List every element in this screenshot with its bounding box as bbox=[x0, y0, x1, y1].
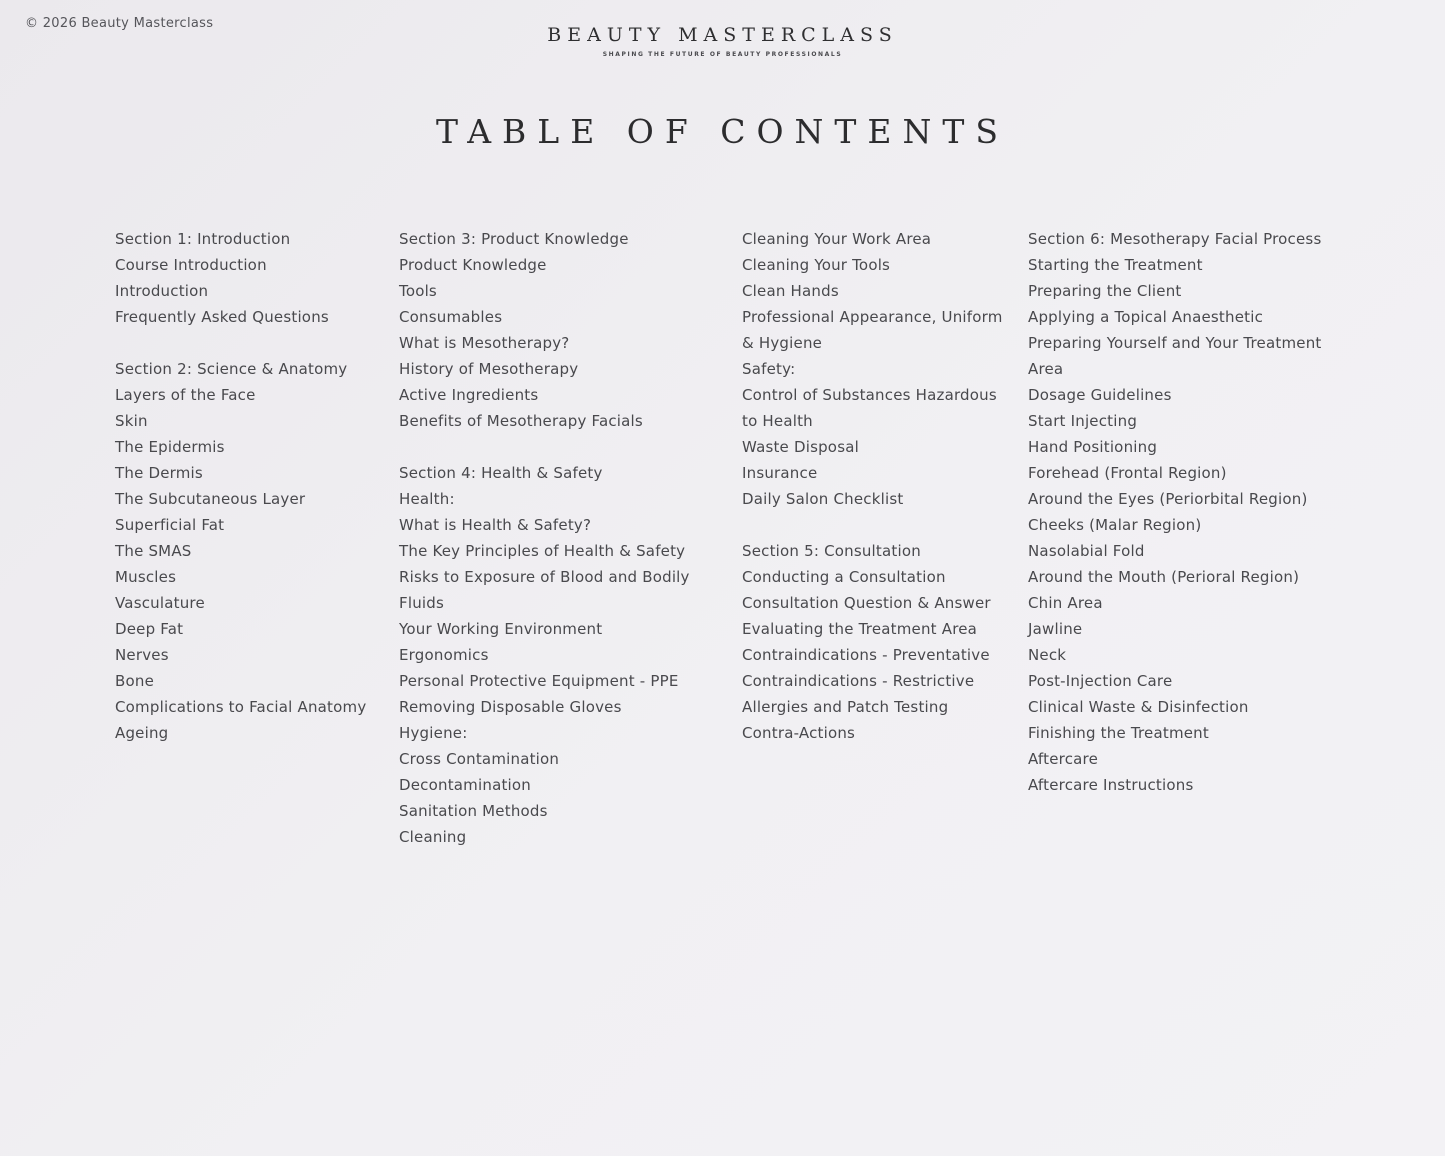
toc-entry: Muscles bbox=[115, 568, 177, 586]
toc-entry: Layers of the Face bbox=[115, 386, 256, 404]
toc-entry: The Dermis bbox=[115, 464, 203, 482]
toc-entry: Hand Positioning bbox=[1028, 438, 1158, 456]
toc-entry: Safety: bbox=[742, 360, 796, 378]
toc-entry: What is Mesotherapy? bbox=[399, 334, 570, 352]
toc-entry: Control of Substances Hazardous bbox=[742, 386, 997, 404]
toc-entry: Product Knowledge bbox=[399, 256, 547, 274]
page-title: TABLE OF CONTENTS bbox=[436, 112, 1009, 151]
toc-entry: Neck bbox=[1028, 646, 1067, 664]
toc-column-3 bbox=[742, 226, 1012, 746]
toc-section-heading: Section 5: Consultation bbox=[742, 542, 921, 560]
toc-entry: Removing Disposable Gloves bbox=[399, 698, 622, 716]
toc-entry: Consumables bbox=[399, 308, 503, 326]
toc-entry: Skin bbox=[115, 412, 148, 430]
toc-entry: Start Injecting bbox=[1028, 412, 1138, 430]
toc-entry: Insurance bbox=[742, 464, 818, 482]
toc-entry: The SMAS bbox=[115, 542, 192, 560]
toc-section-heading: Section 1: Introduction bbox=[115, 230, 291, 248]
toc-entry: Waste Disposal bbox=[742, 438, 859, 456]
toc-entry: Ageing bbox=[115, 724, 169, 742]
toc-entry: Deep Fat bbox=[115, 620, 184, 638]
toc-entry: & Hygiene bbox=[742, 334, 823, 352]
toc-entry: The Epidermis bbox=[115, 438, 225, 456]
toc-entry: Applying a Topical Anaesthetic bbox=[1028, 308, 1264, 326]
toc-entry: Tools bbox=[399, 282, 437, 300]
toc-column-4 bbox=[1028, 226, 1348, 798]
toc-entry: Allergies and Patch Testing bbox=[742, 698, 949, 716]
toc-entry: Contraindications - Restrictive bbox=[742, 672, 975, 690]
toc-entry: Sanitation Methods bbox=[399, 802, 548, 820]
toc-entry: Vasculature bbox=[115, 594, 205, 612]
toc-entry: Fluids bbox=[399, 594, 445, 612]
toc-entry: Course Introduction bbox=[115, 256, 267, 274]
toc-entry: Clinical Waste & Disinfection bbox=[1028, 698, 1249, 716]
toc-entry: Area bbox=[1028, 360, 1064, 378]
toc-entry: Active Ingredients bbox=[399, 386, 539, 404]
toc-entry: Ergonomics bbox=[399, 646, 489, 664]
toc-entry: Aftercare Instructions bbox=[1028, 776, 1194, 794]
toc-section-heading: Section 3: Product Knowledge bbox=[399, 230, 629, 248]
toc-entry: Risks to Exposure of Blood and Bodily bbox=[399, 568, 690, 586]
toc-entry: Evaluating the Treatment Area bbox=[742, 620, 978, 638]
brand-logo bbox=[0, 24, 1445, 58]
toc-entry: Contra-Actions bbox=[742, 724, 856, 742]
toc-entry: Hygiene: bbox=[399, 724, 468, 742]
toc-entry: Benefits of Mesotherapy Facials bbox=[399, 412, 643, 430]
toc-entry: Finishing the Treatment bbox=[1028, 724, 1209, 742]
toc-entry: Contraindications - Preventative bbox=[742, 646, 990, 664]
toc-entry: Frequently Asked Questions bbox=[115, 308, 329, 326]
toc-entry: Dosage Guidelines bbox=[1028, 386, 1172, 404]
toc-entry: Health: bbox=[399, 490, 455, 508]
toc-entry: Aftercare bbox=[1028, 750, 1098, 768]
toc-entry: Daily Salon Checklist bbox=[742, 490, 904, 508]
toc-entry: What is Health & Safety? bbox=[399, 516, 592, 534]
toc-entry: Cleaning Your Work Area bbox=[742, 230, 932, 248]
toc-entry: Clean Hands bbox=[742, 282, 839, 300]
toc-entry: Personal Protective Equipment - PPE bbox=[399, 672, 679, 690]
toc-entry: Bone bbox=[115, 672, 155, 690]
toc-section-heading: Section 6: Mesotherapy Facial Process bbox=[1028, 230, 1322, 248]
toc-entry: Cleaning bbox=[399, 828, 467, 846]
toc-entry: Cleaning Your Tools bbox=[742, 256, 891, 274]
toc-entry: History of Mesotherapy bbox=[399, 360, 579, 378]
brand-tagline: SHAPING THE FUTURE OF BEAUTY PROFESSIONALS bbox=[602, 51, 843, 58]
toc-entry: Cheeks (Malar Region) bbox=[1028, 516, 1202, 534]
toc-entry: Nerves bbox=[115, 646, 169, 664]
toc-entry: Complications to Facial Anatomy bbox=[115, 698, 367, 716]
toc-entry: Superficial Fat bbox=[115, 516, 225, 534]
toc-entry: Forehead (Frontal Region) bbox=[1028, 464, 1227, 482]
toc-section-heading: Section 2: Science & Anatomy bbox=[115, 360, 348, 378]
toc-entry: Cross Contamination bbox=[399, 750, 560, 768]
toc-entry: Conducting a Consultation bbox=[742, 568, 946, 586]
brand-name: BEAUTY MASTERCLASS bbox=[547, 24, 898, 46]
toc-entry: Preparing the Client bbox=[1028, 282, 1182, 300]
toc-entry: The Key Principles of Health & Safety bbox=[399, 542, 686, 560]
toc-entry: Introduction bbox=[115, 282, 209, 300]
toc-entry: Post-Injection Care bbox=[1028, 672, 1173, 690]
toc-entry: Chin Area bbox=[1028, 594, 1103, 612]
toc-entry: to Health bbox=[742, 412, 813, 430]
toc-entry: Around the Mouth (Perioral Region) bbox=[1028, 568, 1300, 586]
toc-column-1 bbox=[115, 226, 385, 746]
toc-entry: Nasolabial Fold bbox=[1028, 542, 1145, 560]
toc-entry: Starting the Treatment bbox=[1028, 256, 1203, 274]
toc-entry: Jawline bbox=[1028, 620, 1083, 638]
toc-section-heading: Section 4: Health & Safety bbox=[399, 464, 603, 482]
toc-entry: Preparing Yourself and Your Treatment bbox=[1028, 334, 1322, 352]
toc-column-2 bbox=[399, 226, 719, 850]
toc-entry: Decontamination bbox=[399, 776, 531, 794]
toc-entry: Your Working Environment bbox=[399, 620, 603, 638]
toc-entry: The Subcutaneous Layer bbox=[115, 490, 306, 508]
toc-entry: Consultation Question & Answer bbox=[742, 594, 991, 612]
toc-entry: Around the Eyes (Periorbital Region) bbox=[1028, 490, 1308, 508]
copyright-notice: © 2026 Beauty Masterclass bbox=[25, 16, 214, 31]
toc-entry: Professional Appearance, Uniform bbox=[742, 308, 1003, 326]
